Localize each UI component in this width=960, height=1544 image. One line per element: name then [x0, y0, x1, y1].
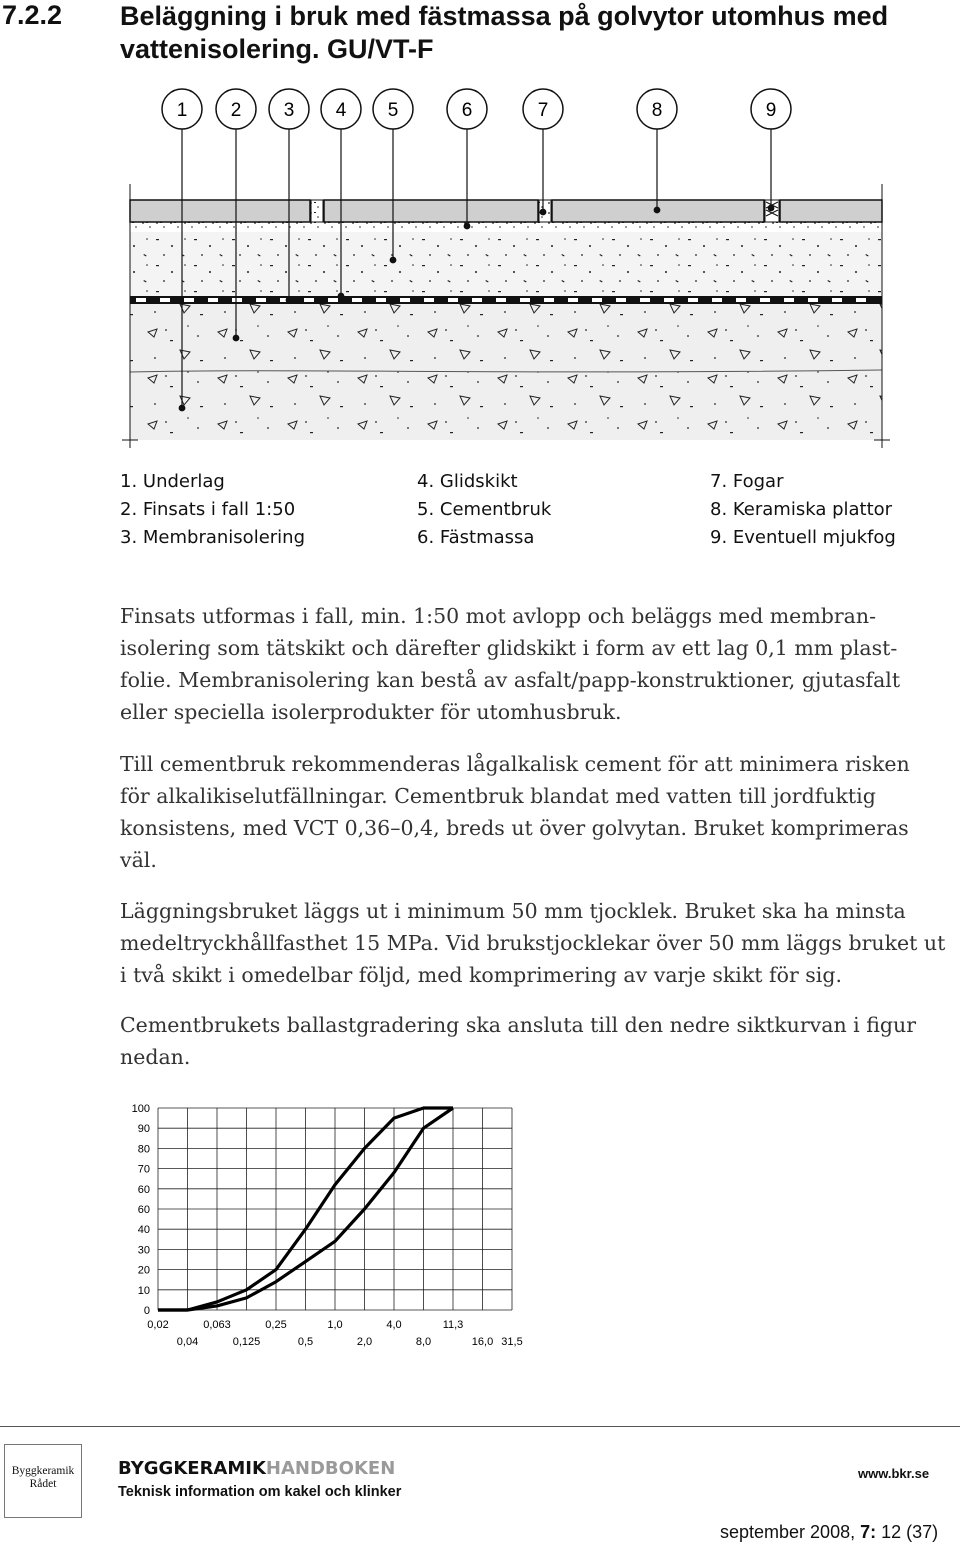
floor-construction-drawing — [0, 80, 960, 450]
paragraph-line: isolering som tätskikt och därefter glidskikt i form av ett lag 0,1 mm plast- — [120, 636, 898, 660]
legend-column-3 — [710, 468, 896, 552]
legend-item: 7. Fogar — [710, 471, 784, 492]
paragraph-line: Finsats utformas i fall, min. 1:50 mot avlopp och beläggs med membran- — [120, 604, 877, 628]
y-tick-label: 30 — [137, 1244, 150, 1257]
handbook-subtitle: Teknisk information om kakel och klinker — [118, 1484, 402, 1500]
x-tick-label: 0,04 — [176, 1336, 199, 1348]
y-axis-labels — [132, 1103, 150, 1317]
callout-7: 7 — [537, 100, 549, 121]
handbook-name — [118, 1458, 395, 1479]
chart-grid — [158, 1108, 512, 1310]
paragraph-ballast — [120, 1009, 950, 1073]
byggkeramikradet-logo — [4, 1444, 82, 1518]
paragraph-cementbruk — [120, 748, 950, 876]
paragraph-laggningsbruk — [120, 895, 950, 991]
handbook-name-bold: BYGGKERAMIK — [118, 1458, 266, 1479]
y-tick-label: 60 — [137, 1183, 150, 1196]
x-tick-label: 4,0 — [386, 1319, 402, 1331]
legend-item: 6. Fästmassa — [417, 527, 535, 548]
footer-divider — [0, 1426, 960, 1427]
section-title — [120, 0, 950, 66]
paragraph-line: Läggningsbruket läggs ut i minimum 50 mm tjocklek. Bruket ska ha minsta — [120, 899, 906, 923]
callout-1: 1 — [176, 100, 188, 121]
legend-item: 9. Eventuell mjukfog — [710, 527, 896, 548]
layer-tiles — [130, 200, 882, 222]
section-title-line: Beläggning i bruk med fästmassa på golvytor utomhus med — [120, 1, 889, 31]
y-tick-label: 80 — [137, 1143, 150, 1156]
y-tick-label: 0 — [143, 1305, 150, 1317]
paragraph-finsats — [120, 600, 950, 728]
callout-3: 3 — [283, 100, 295, 121]
paragraph-line: Cementbrukets ballastgradering ska ansluta till den nedre siktkurvan i figur — [120, 1013, 917, 1037]
callout-6: 6 — [461, 100, 473, 121]
legend-item: 1. Underlag — [120, 471, 225, 492]
legend-item: 4. Glidskikt — [417, 471, 518, 492]
legend-column-1 — [120, 468, 305, 552]
paragraph-line: medeltryckhållfasthet 15 MPa. Vid brukstjocklekar över 50 mm läggs bruket ut — [120, 931, 946, 955]
x-tick-label: 2,0 — [356, 1336, 373, 1348]
x-axis-labels — [147, 1319, 522, 1348]
x-tick-label: 0,25 — [265, 1319, 287, 1331]
y-tick-label: 20 — [137, 1264, 150, 1277]
legend-column-2 — [417, 468, 551, 552]
layer-stack — [122, 184, 890, 448]
site-url: www.bkr.se — [858, 1466, 930, 1481]
x-tick-label: 16,0 — [471, 1336, 494, 1348]
x-tick-label: 11,3 — [442, 1319, 464, 1331]
page-date: september 2008, — [720, 1522, 861, 1542]
y-tick-label: 60 — [137, 1204, 150, 1216]
y-tick-label: 100 — [131, 1103, 150, 1115]
paragraph-line: folie. Membranisolering kan bestå av asfalt/papp-konstruktioner, gjutasfalt — [120, 668, 901, 692]
x-tick-label: 0,125 — [232, 1336, 261, 1348]
y-tick-label: 70 — [137, 1163, 150, 1176]
paragraph-line: i två skikt i omedelbar följd, med komprimering av varje skikt för sig. — [120, 963, 842, 987]
section-number: 7.2.2 — [2, 0, 63, 30]
callout-5: 5 — [387, 100, 399, 121]
x-tick-label: 0,02 — [147, 1319, 169, 1331]
legend-item: 8. Keramiska plattor — [710, 499, 893, 520]
legend-item: 2. Finsats i fall 1:50 — [120, 499, 296, 520]
section-title-line: vattenisolering. GU/VT-F — [120, 34, 434, 64]
y-tick-label: 90 — [137, 1123, 150, 1136]
paragraph-line: för alkalikiselutfällningar. Cementbruk blandat med vatten till jordfuktig — [120, 784, 876, 808]
callout-9: 9 — [765, 100, 777, 121]
layer-fastmassa — [130, 222, 882, 232]
y-tick-label: 10 — [137, 1284, 150, 1297]
paragraph-line: eller speciella isolerprodukter för utomhusbruk. — [120, 700, 622, 724]
legend-item: 5. Cementbruk — [417, 499, 552, 520]
page-section: 7: — [860, 1522, 877, 1542]
logo-line: Byggkeramik — [11, 1465, 75, 1477]
legend-item: 3. Membranisolering — [120, 527, 306, 548]
x-tick-label: 0,5 — [297, 1336, 314, 1348]
paragraph-line: konsistens, med VCT 0,36–0,4, breds ut över golvytan. Bruket komprimeras — [120, 816, 909, 840]
x-tick-label: 0,063 — [203, 1319, 231, 1331]
x-tick-label: 31,5 — [501, 1336, 523, 1348]
x-tick-label: 8,0 — [415, 1336, 432, 1348]
grading-curve-chart — [100, 1096, 540, 1356]
callout-8: 8 — [651, 100, 663, 121]
callout-markers — [162, 89, 791, 129]
page-info — [720, 1522, 938, 1543]
x-tick-label: 1,0 — [327, 1319, 343, 1331]
logo-line: Rådet — [29, 1478, 57, 1490]
paragraph-line: Till cementbruk rekommenderas lågalkalisk cement för att minimera risken — [120, 752, 910, 776]
handbook-name-grey: HANDBOKEN — [265, 1458, 396, 1479]
callout-4: 4 — [335, 100, 347, 121]
paragraph-line: nedan. — [120, 1045, 191, 1069]
y-tick-label: 40 — [137, 1224, 150, 1237]
page-number: 12 (37) — [876, 1522, 939, 1542]
paragraph-line: väl. — [120, 848, 157, 872]
callout-2: 2 — [230, 100, 242, 121]
